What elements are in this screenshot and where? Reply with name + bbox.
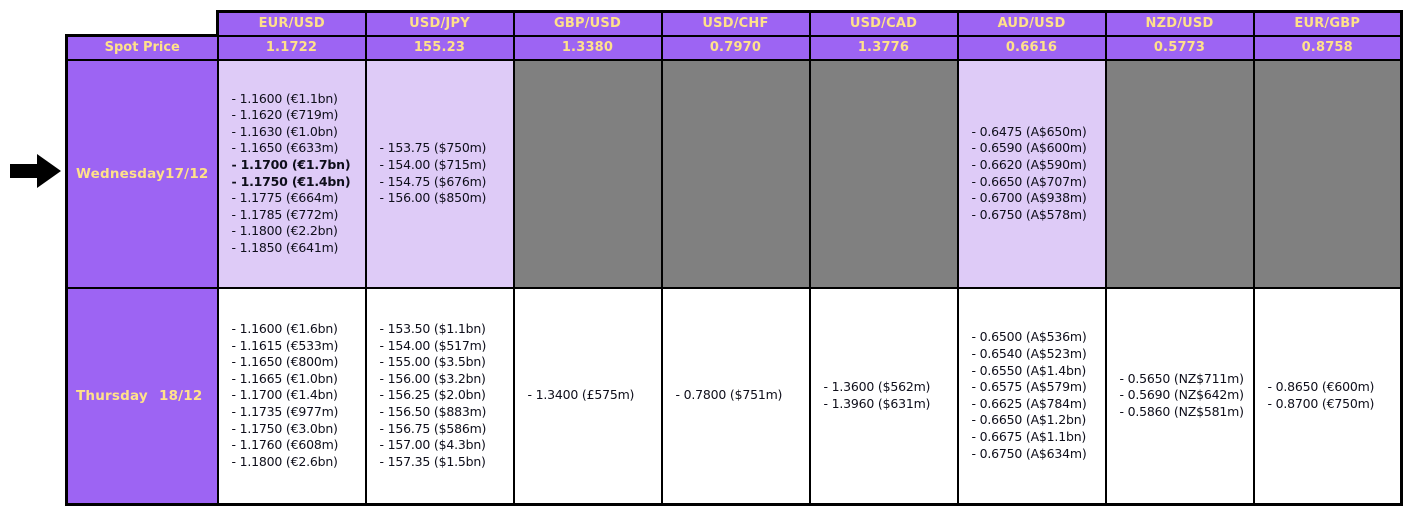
expiry-entry: - 0.8700 (€750m) — [1267, 395, 1375, 411]
thursday-expiries-usd-chf — [662, 288, 810, 505]
expiry-entry: - 153.50 ($1.1bn) — [379, 321, 486, 337]
expiry-entry: - 1.1650 (€633m) — [231, 140, 339, 156]
thursday-row — [67, 288, 1402, 505]
expiry-list — [959, 124, 1105, 224]
expiry-entry: - 156.25 ($2.0bn) — [379, 387, 486, 403]
expiry-list — [959, 329, 1105, 462]
expiry-entry: - 1.3400 (£575m) — [527, 387, 635, 403]
spot-price-aud-usd: 0.6616 — [958, 36, 1106, 60]
expiry-entry: - 1.3960 ($631m) — [823, 395, 931, 411]
expiry-list — [1107, 371, 1253, 421]
thursday-expiries-usd-jpy — [366, 288, 514, 505]
expiry-entry: - 1.1700 (€1.4bn) — [231, 387, 338, 403]
thursday-expiries-usd-cad — [810, 288, 958, 505]
thursday-expiries-aud-usd — [958, 288, 1106, 505]
pairs-header-row — [67, 12, 1402, 36]
expiry-entry: - 0.5860 (NZ$581m) — [1119, 404, 1244, 420]
wednesday-expiries-usd-cad — [810, 60, 958, 288]
day-label-wednesday — [67, 60, 218, 288]
expiry-entry: - 154.00 ($715m) — [379, 156, 487, 172]
expiry-entry: - 0.6675 (A$1.1bn) — [971, 428, 1087, 444]
pair-header-usd-cad: USD/CAD — [810, 12, 958, 36]
expiry-entry: - 1.1700 (€1.7bn) — [231, 156, 351, 172]
day-name: Thursday — [76, 387, 148, 404]
wednesday-expiries-usd-jpy — [366, 60, 514, 288]
expiry-entry: - 1.1600 (€1.6bn) — [231, 321, 338, 337]
expiry-entry: - 1.1850 (€641m) — [231, 239, 339, 255]
expiry-entry: - 154.75 ($676m) — [379, 173, 487, 189]
expiry-entry: - 1.1735 (€977m) — [231, 404, 339, 420]
expiry-list — [1255, 379, 1401, 412]
blank-corner-cell — [67, 12, 218, 36]
expiry-entry: - 0.6625 (A$784m) — [971, 395, 1087, 411]
expiry-list — [219, 91, 365, 257]
expiry-entry: - 0.6590 (A$600m) — [971, 140, 1087, 156]
expiry-entry: - 1.1600 (€1.1bn) — [231, 90, 338, 106]
fx-expiries-table — [65, 10, 1403, 506]
expiry-entry: - 156.00 ($850m) — [379, 190, 487, 206]
expiry-entry: - 156.50 ($883m) — [379, 404, 487, 420]
pair-header-eur-usd: EUR/USD — [218, 12, 366, 36]
expiry-entry: - 0.7800 ($751m) — [675, 387, 783, 403]
pair-header-usd-jpy: USD/JPY — [366, 12, 514, 36]
wednesday-expiries-aud-usd — [958, 60, 1106, 288]
expiry-entry: - 1.1650 (€800m) — [231, 354, 339, 370]
wednesday-expiries-eur-gbp — [1254, 60, 1402, 288]
expiry-entry: - 1.1785 (€772m) — [231, 206, 339, 222]
expiry-entry: - 0.6620 (A$590m) — [971, 156, 1087, 172]
expiry-entry: - 156.00 ($3.2bn) — [379, 370, 486, 386]
expiry-entry: - 0.6700 (A$938m) — [971, 190, 1087, 206]
spot-price-row — [67, 36, 1402, 60]
thursday-expiries-eur-gbp — [1254, 288, 1402, 505]
spot-price-nzd-usd: 0.5773 — [1106, 36, 1254, 60]
spot-price-eur-usd: 1.1722 — [218, 36, 366, 60]
expiry-entry: - 0.6650 (A$1.2bn) — [971, 412, 1087, 428]
pair-header-gbp-usd: GBP/USD — [514, 12, 662, 36]
expiry-entry: - 153.75 ($750m) — [379, 140, 487, 156]
day-name: Wednesday — [76, 165, 165, 182]
expiry-entry: - 1.1750 (€3.0bn) — [231, 420, 338, 436]
expiry-entry: - 0.5650 (NZ$711m) — [1119, 370, 1244, 386]
expiry-entry: - 1.1630 (€1.0bn) — [231, 123, 338, 139]
thursday-expiries-gbp-usd — [514, 288, 662, 505]
current-day-arrow-icon — [10, 152, 62, 190]
expiry-entry: - 1.1800 (€2.6bn) — [231, 453, 338, 469]
spot-price-gbp-usd: 1.3380 — [514, 36, 662, 60]
expiry-entry: - 0.6475 (A$650m) — [971, 123, 1087, 139]
spot-price-eur-gbp: 0.8758 — [1254, 36, 1402, 60]
expiry-entry: - 0.8650 (€600m) — [1267, 379, 1375, 395]
expiry-list — [663, 387, 809, 404]
thursday-expiries-nzd-usd — [1106, 288, 1254, 505]
expiry-list — [811, 379, 957, 412]
wednesday-expiries-eur-usd — [218, 60, 366, 288]
expiry-entry: - 156.75 ($586m) — [379, 420, 487, 436]
expiry-entry: - 0.6540 (A$523m) — [971, 345, 1087, 361]
pair-header-nzd-usd: NZD/USD — [1106, 12, 1254, 36]
day-label-thursday — [67, 288, 218, 505]
expiry-entry: - 157.35 ($1.5bn) — [379, 453, 486, 469]
day-date: 18/12 — [158, 387, 203, 404]
spot-price-usd-jpy: 155.23 — [366, 36, 514, 60]
expiry-entry: - 0.6575 (A$579m) — [971, 379, 1087, 395]
expiry-entry: - 0.6550 (A$1.4bn) — [971, 362, 1087, 378]
expiry-entry: - 0.6500 (A$536m) — [971, 329, 1087, 345]
wednesday-expiries-gbp-usd — [514, 60, 662, 288]
expiry-entry: - 155.00 ($3.5bn) — [379, 354, 486, 370]
spot-price-usd-chf: 0.7970 — [662, 36, 810, 60]
spot-price-label: Spot Price — [67, 36, 218, 60]
expiry-entry: - 0.6750 (A$634m) — [971, 445, 1087, 461]
expiry-entry: - 1.1775 (€664m) — [231, 190, 339, 206]
expiry-entry: - 0.6650 (A$707m) — [971, 173, 1087, 189]
expiry-entry: - 1.1620 (€719m) — [231, 107, 339, 123]
expiry-entry: - 154.00 ($517m) — [379, 337, 487, 353]
expiry-entry: - 1.1760 (€608m) — [231, 437, 339, 453]
pair-header-eur-gbp: EUR/GBP — [1254, 12, 1402, 36]
expiry-entry: - 0.5690 (NZ$642m) — [1119, 387, 1244, 403]
expiry-entry: - 1.1800 (€2.2bn) — [231, 223, 338, 239]
expiry-list — [219, 321, 365, 470]
wednesday-expiries-nzd-usd — [1106, 60, 1254, 288]
expiry-entry: - 1.1750 (€1.4bn) — [231, 173, 351, 189]
wednesday-expiries-usd-chf — [662, 60, 810, 288]
spot-price-usd-cad: 1.3776 — [810, 36, 958, 60]
day-date: 17/12 — [165, 165, 209, 182]
expiry-entry: - 1.1665 (€1.0bn) — [231, 370, 338, 386]
expiry-list — [367, 321, 513, 470]
thursday-expiries-eur-usd — [218, 288, 366, 505]
expiry-entry: - 0.6750 (A$578m) — [971, 206, 1087, 222]
expiry-list — [367, 140, 513, 206]
expiry-entry: - 1.1615 (€533m) — [231, 337, 339, 353]
wednesday-row — [67, 60, 1402, 288]
expiry-entry: - 1.3600 ($562m) — [823, 379, 931, 395]
expiry-list — [515, 387, 661, 404]
pair-header-aud-usd: AUD/USD — [958, 12, 1106, 36]
pair-header-usd-chf: USD/CHF — [662, 12, 810, 36]
expiry-entry: - 157.00 ($4.3bn) — [379, 437, 486, 453]
